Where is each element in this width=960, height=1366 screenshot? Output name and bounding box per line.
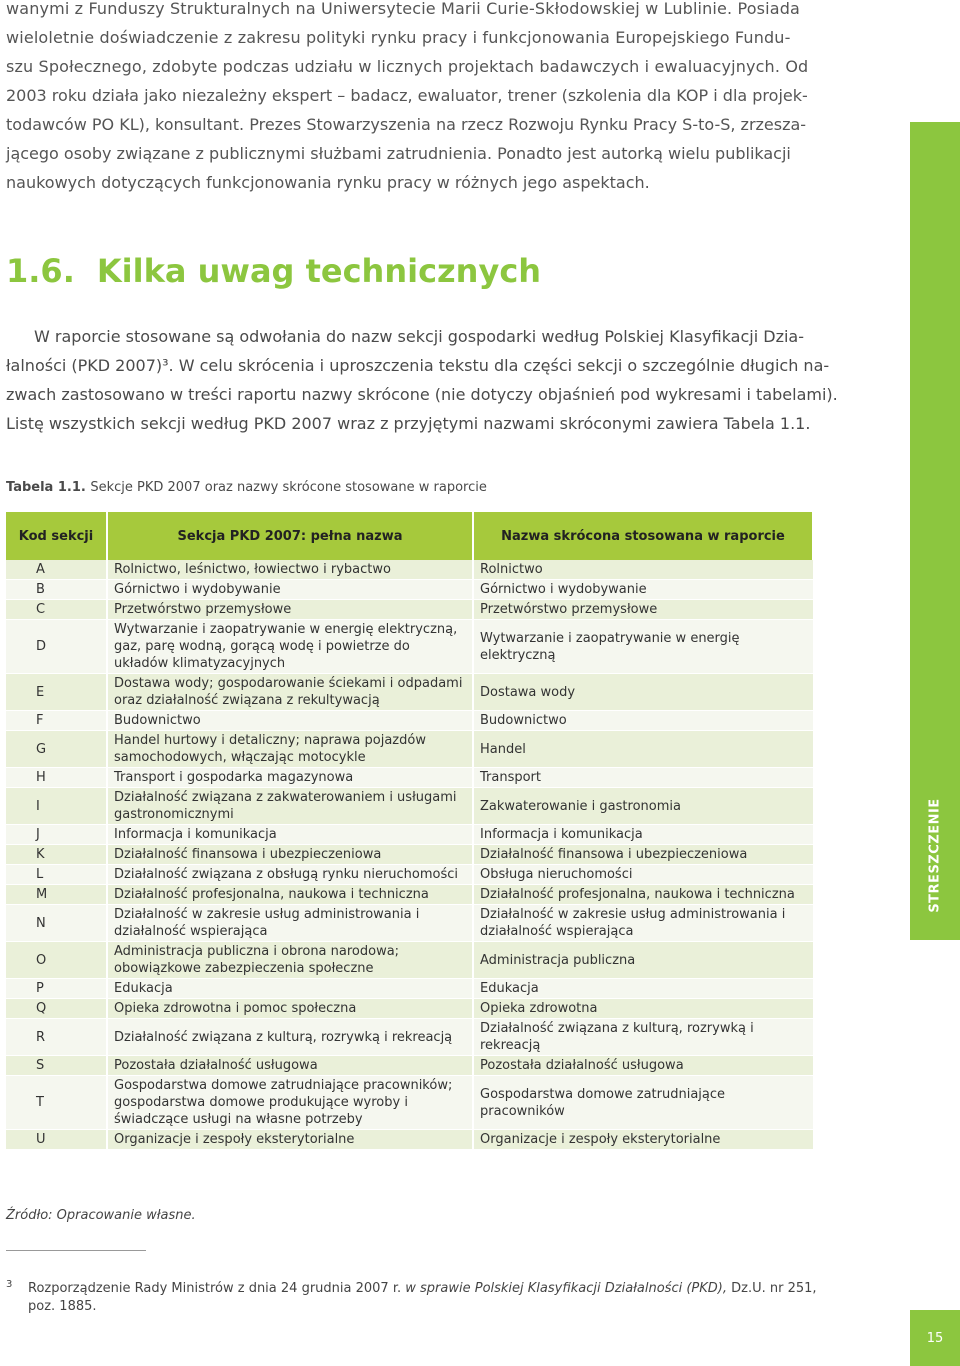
table-row xyxy=(6,600,813,620)
cell-code: C xyxy=(6,600,107,620)
body-line: łalności (PKD 2007)³. W celu skrócenia i uproszczenia tekstu dla części sekcji o szczególnie długich na- xyxy=(6,356,830,375)
table-row xyxy=(6,865,813,885)
cell-code: F xyxy=(6,711,107,731)
cell-short-name: Rolnictwo xyxy=(473,560,813,580)
footnote xyxy=(6,1280,826,1316)
table-row xyxy=(6,999,813,1019)
cell-short-name: Informacja i komunikacja xyxy=(473,825,813,845)
footnote-divider xyxy=(6,1250,146,1251)
cell-code: J xyxy=(6,825,107,845)
cell-short-name: Handel xyxy=(473,731,813,768)
table-row xyxy=(6,1130,813,1150)
intro-line: jącego osoby związane z publicznymi służbami zatrudnienia. Ponadto jest autorką wielu publikacji xyxy=(6,144,791,163)
cell-full-name: Przetwórstwo przemysłowe xyxy=(107,600,473,620)
intro-line: naukowych dotyczących funkcjonowania rynku pracy w różnych jego aspektach. xyxy=(6,173,650,192)
cell-code: K xyxy=(6,845,107,865)
section-number: 1.6. xyxy=(6,252,75,290)
section-heading xyxy=(6,252,541,290)
cell-full-name: Budownictwo xyxy=(107,711,473,731)
table-row xyxy=(6,580,813,600)
cell-short-name: Górnictwo i wydobywanie xyxy=(473,580,813,600)
intro-line: szu Społecznego, zdobyte podczas udziału w licznych projektach badawczych i ewaluacyjnych. Od xyxy=(6,57,809,76)
table-row xyxy=(6,674,813,711)
body-line: zwach zastosowano w treści raportu nazwy skrócone (nie dotyczy objaśnień pod wykresami i tabelami). xyxy=(6,385,838,404)
table-caption-label: Tabela 1.1. xyxy=(6,480,86,495)
table-row xyxy=(6,1076,813,1130)
cell-full-name: Działalność profesjonalna, naukowa i techniczna xyxy=(107,885,473,905)
cell-short-name: Budownictwo xyxy=(473,711,813,731)
table-row xyxy=(6,885,813,905)
cell-short-name: Działalność związana z kulturą, rozrywką i rekreacją xyxy=(473,1019,813,1056)
cell-short-name: Edukacja xyxy=(473,979,813,999)
cell-code: I xyxy=(6,788,107,825)
cell-short-name: Obsługa nieruchomości xyxy=(473,865,813,885)
cell-short-name: Opieka zdrowotna xyxy=(473,999,813,1019)
cell-full-name: Transport i gospodarka magazynowa xyxy=(107,768,473,788)
cell-full-name: Edukacja xyxy=(107,979,473,999)
cell-code: A xyxy=(6,560,107,580)
table-caption-text: Sekcje PKD 2007 oraz nazwy skrócone stosowane w raporcie xyxy=(90,480,487,495)
table-row xyxy=(6,711,813,731)
footnote-mark: 3 xyxy=(6,1279,13,1290)
cell-full-name: Informacja i komunikacja xyxy=(107,825,473,845)
table-row xyxy=(6,825,813,845)
page-number: 15 xyxy=(910,1310,960,1366)
cell-full-name: Działalność związana z obsługą rynku nieruchomości xyxy=(107,865,473,885)
cell-full-name: Handel hurtowy i detaliczny; naprawa pojazdów samochodowych, włączając motocykle xyxy=(107,731,473,768)
cell-code: G xyxy=(6,731,107,768)
cell-code: P xyxy=(6,979,107,999)
cell-full-name: Gospodarstwa domowe zatrudniające pracowników; gospodarstwa domowe produkujące wyroby i świadczące usługi na własne potrzeby xyxy=(107,1076,473,1130)
cell-full-name: Działalność w zakresie usług administrowania i działalność wspierająca xyxy=(107,905,473,942)
footnote-text: Rozporządzenie Rady Ministrów z dnia 24 grudnia 2007 r. xyxy=(28,1281,406,1296)
cell-full-name: Administracja publiczna i obrona narodowa; obowiązkowe zabezpieczenia społeczne xyxy=(107,942,473,979)
cell-code: N xyxy=(6,905,107,942)
cell-short-name: Dostawa wody xyxy=(473,674,813,711)
cell-code: T xyxy=(6,1076,107,1130)
table-row xyxy=(6,1019,813,1056)
table-row xyxy=(6,620,813,674)
intro-line: 2003 roku działa jako niezależny ekspert – badacz, ewaluator, trener (szkolenia dla KOP i dla projek- xyxy=(6,86,808,105)
cell-code: M xyxy=(6,885,107,905)
cell-full-name: Działalność związana z kulturą, rozrywką i rekreacją xyxy=(107,1019,473,1056)
intro-line: wanymi z Funduszy Strukturalnych na Uniwersytecie Marii Curie-Skłodowskiej w Lublinie. Posiada xyxy=(6,0,800,18)
table-row xyxy=(6,1056,813,1076)
cell-short-name: Zakwaterowanie i gastronomia xyxy=(473,788,813,825)
cell-code: U xyxy=(6,1130,107,1150)
body-line: W raporcie stosowane są odwołania do nazw sekcji gospodarki według Polskiej Klasyfikacji Dzia- xyxy=(34,327,804,346)
cell-code: S xyxy=(6,1056,107,1076)
cell-short-name: Działalność w zakresie usług administrowania i działalność wspierająca xyxy=(473,905,813,942)
table-source: Źródło: Opracowanie własne. xyxy=(6,1208,196,1223)
table-row xyxy=(6,788,813,825)
cell-short-name: Działalność profesjonalna, naukowa i techniczna xyxy=(473,885,813,905)
pkd-table xyxy=(6,512,814,1150)
body-line: Listę wszystkich sekcji według PKD 2007 wraz z przyjętymi nazwami skróconymi zawiera Tabela 1.1. xyxy=(6,414,811,433)
table-row xyxy=(6,768,813,788)
cell-code: E xyxy=(6,674,107,711)
table-row xyxy=(6,905,813,942)
cell-code: B xyxy=(6,580,107,600)
cell-short-name: Gospodarstwa domowe zatrudniające pracowników xyxy=(473,1076,813,1130)
cell-full-name: Organizacje i zespoły eksterytorialne xyxy=(107,1130,473,1150)
cell-full-name: Górnictwo i wydobywanie xyxy=(107,580,473,600)
header-full-name: Sekcja PKD 2007: pełna nazwa xyxy=(107,512,473,560)
cell-code: L xyxy=(6,865,107,885)
header-code: Kod sekcji xyxy=(6,512,107,560)
table-caption xyxy=(6,480,487,495)
cell-short-name: Działalność finansowa i ubezpieczeniowa xyxy=(473,845,813,865)
table-header-row xyxy=(6,512,813,560)
body-paragraph xyxy=(6,322,838,438)
cell-full-name: Wytwarzanie i zaopatrywanie w energię elektryczną, gaz, parę wodną, gorącą wodę i powietrze do układów klimatyzacyjnych xyxy=(107,620,473,674)
section-title: Kilka uwag technicznych xyxy=(96,252,542,290)
footnote-title: w sprawie Polskiej Klasyfikacji Działalności (PKD), xyxy=(405,1281,727,1296)
cell-short-name: Pozostała działalność usługowa xyxy=(473,1056,813,1076)
cell-short-name: Przetwórstwo przemysłowe xyxy=(473,600,813,620)
intro-line: todawców PO KL), konsultant. Prezes Stowarzyszenia na rzecz Rozwoju Rynku Pracy S-to-S, zrzesza- xyxy=(6,115,807,134)
cell-full-name: Działalność finansowa i ubezpieczeniowa xyxy=(107,845,473,865)
cell-full-name: Rolnictwo, leśnictwo, łowiectwo i rybactwo xyxy=(107,560,473,580)
cell-short-name: Organizacje i zespoły eksterytorialne xyxy=(473,1130,813,1150)
header-short-name: Nazwa skrócona stosowana w raporcie xyxy=(473,512,813,560)
cell-code: O xyxy=(6,942,107,979)
cell-short-name: Wytwarzanie i zaopatrywanie w energię elektryczną xyxy=(473,620,813,674)
intro-paragraph xyxy=(6,0,816,197)
cell-full-name: Pozostała działalność usługowa xyxy=(107,1056,473,1076)
cell-code: R xyxy=(6,1019,107,1056)
table-row xyxy=(6,845,813,865)
table-row xyxy=(6,560,813,580)
cell-code: H xyxy=(6,768,107,788)
cell-short-name: Transport xyxy=(473,768,813,788)
intro-line: wieloletnie doświadczenie z zakresu polityki rynku pracy i funkcjonowania Europejskiego Fundu- xyxy=(6,28,791,47)
cell-code: D xyxy=(6,620,107,674)
cell-code: Q xyxy=(6,999,107,1019)
table-row xyxy=(6,979,813,999)
table-row xyxy=(6,942,813,979)
footnote-ref: Dz.U. nr 251, poz. 1885. xyxy=(28,1281,817,1314)
cell-full-name: Opieka zdrowotna i pomoc społeczna xyxy=(107,999,473,1019)
cell-short-name: Administracja publiczna xyxy=(473,942,813,979)
side-tab-label: STRESZCZENIE xyxy=(927,797,943,913)
cell-full-name: Działalność związana z zakwaterowaniem i usługami gastronomicznymi xyxy=(107,788,473,825)
cell-full-name: Dostawa wody; gospodarowanie ściekami i odpadami oraz działalność związana z rekultywacją xyxy=(107,674,473,711)
table-row xyxy=(6,731,813,768)
